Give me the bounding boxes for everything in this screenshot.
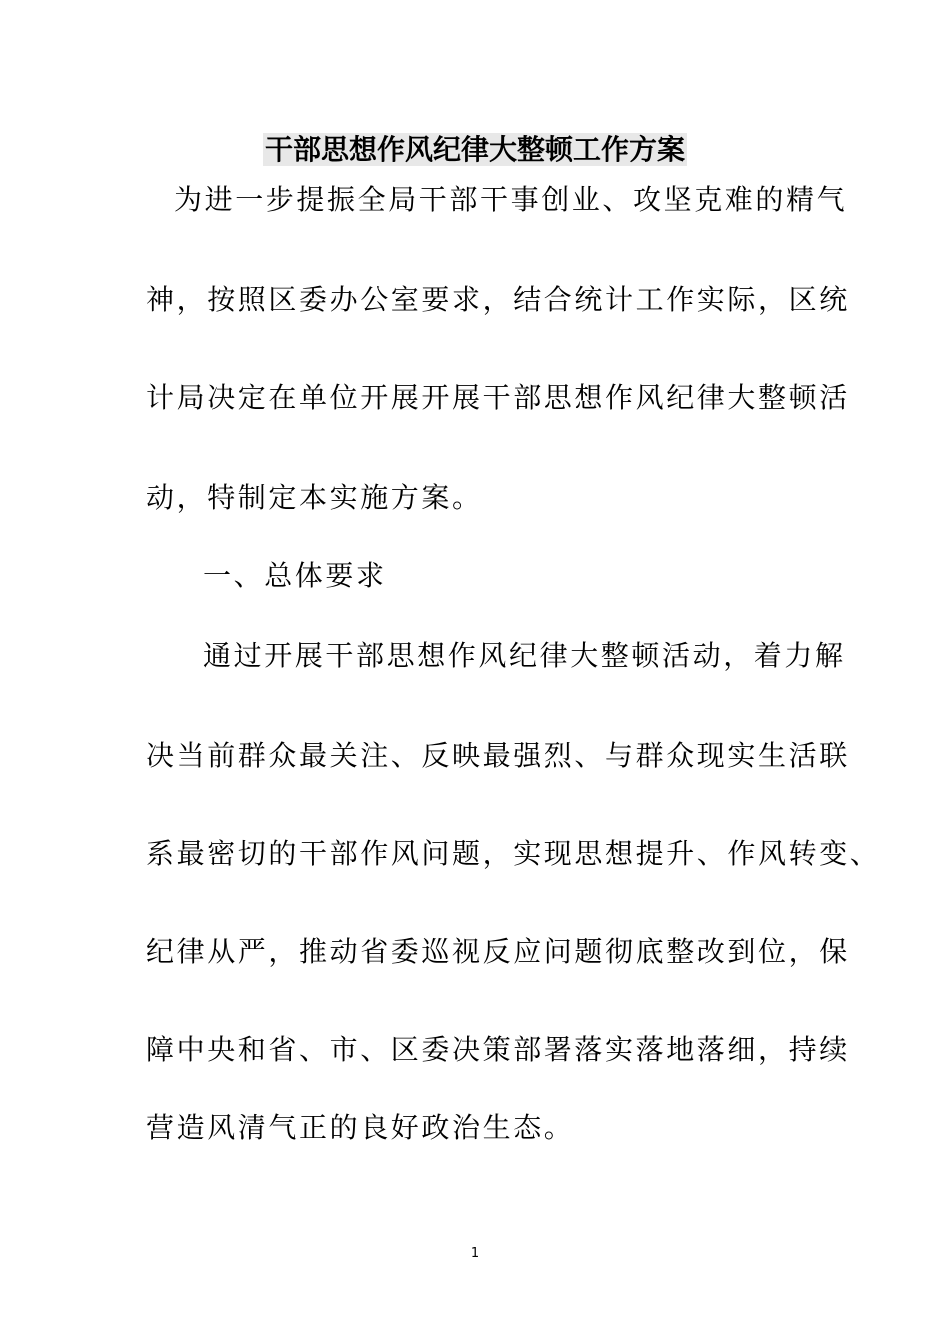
document-title-text: 干部思想作风纪律大整顿工作方案 [264, 133, 685, 166]
paragraph-line: 神，按照区委办公室要求，结合统计工作实际，区统 [146, 283, 850, 316]
paragraph-line: 通过开展干部思想作风纪律大整顿活动，着力解 [203, 639, 846, 672]
paragraph-line: 纪律从严，推动省委巡视反应问题彻底整改到位，保 [146, 935, 850, 968]
document-title [0, 130, 950, 170]
section-heading: 一、总体要求 [203, 559, 387, 592]
paragraph-line: 动，特制定本实施方案。 [146, 481, 483, 514]
paragraph-line: 决当前群众最关注、反映最强烈、与群众现实生活联 [146, 739, 850, 772]
paragraph-line: 计局决定在单位开展开展干部思想作风纪律大整顿活 [146, 381, 850, 414]
paragraph-line: 系最密切的干部作风问题，实现思想提升、作风转变、 [146, 837, 881, 870]
paragraph-line: 营造风清气正的良好政治生态。 [146, 1111, 575, 1144]
page-number: 1 [470, 1246, 480, 1261]
paragraph-line: 为进一步提振全局干部干事创业、攻坚克难的精气 [174, 183, 848, 216]
paragraph-line: 障中央和省、市、区委决策部署落实落地落细，持续 [146, 1033, 850, 1066]
